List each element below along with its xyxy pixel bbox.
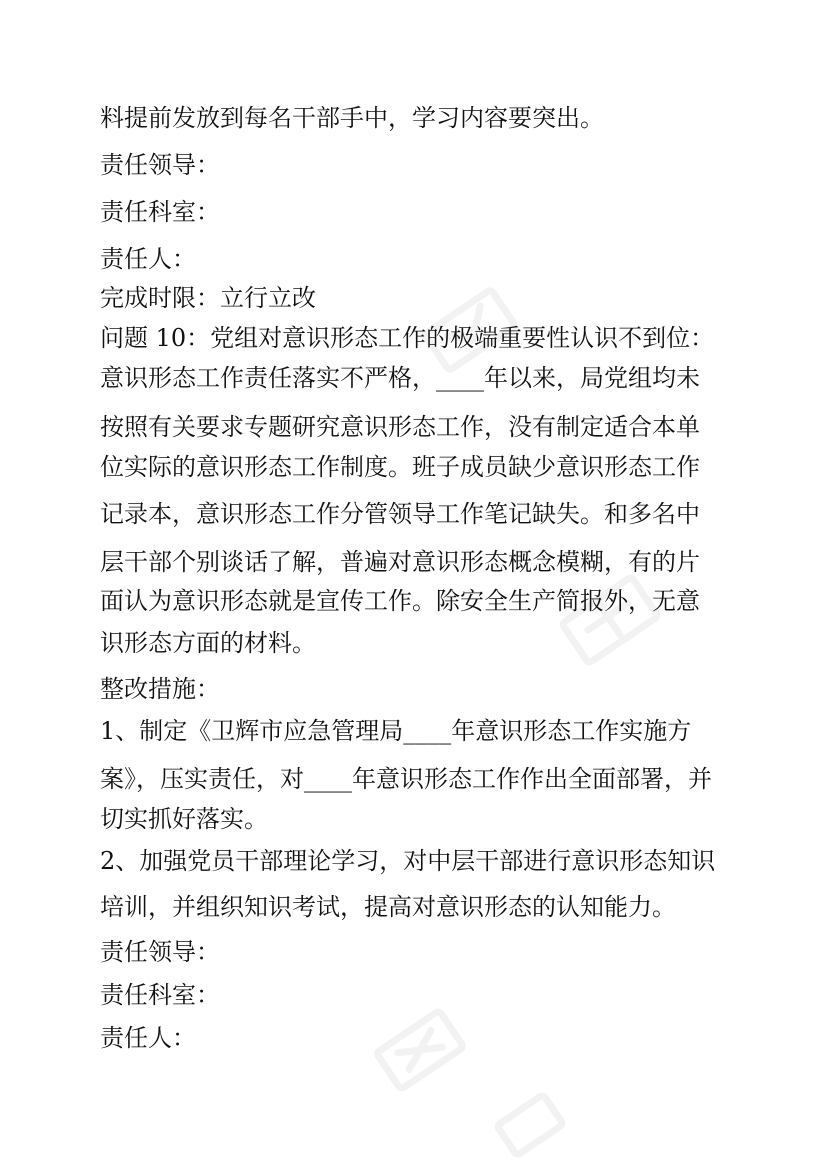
text-line-20: 责任领导： <box>100 938 220 966</box>
text-line-13: 识形态方面的材料。 <box>100 629 316 657</box>
text-line-7: 意识形态工作责任落实不严格，____年以来，局党组均未 <box>100 364 700 392</box>
text-line-9: 位实际的意识形态工作制度。班子成员缺少意识形态工作 <box>100 453 700 481</box>
text-line-21: 责任科室： <box>100 981 220 1009</box>
text-line-3: 责任科室： <box>100 198 220 226</box>
text-line-6: 问题 10：党组对意识形态工作的极端重要性认识不到位： <box>100 324 715 352</box>
text-line-18: 2、加强党员干部理论学习，对中层干部进行意识形态知识 <box>100 847 716 875</box>
text-line-1: 料提前发放到每名干部手中，学习内容要突出。 <box>100 104 604 132</box>
text-line-12: 面认为意识形态就是宣传工作。除安全生产简报外，无意 <box>100 587 700 615</box>
text-line-14: 整改措施： <box>100 675 220 703</box>
text-line-16: 案》，压实责任，对____年意识形态工作作出全面部署，并 <box>100 765 712 793</box>
text-line-2: 责任领导： <box>100 151 220 179</box>
text-line-5: 完成时限：立行立改 <box>100 284 316 312</box>
text-line-11: 层干部个别谈话了解，普遍对意识形态概念模糊，有的片 <box>100 548 700 576</box>
text-line-22: 责任人： <box>100 1024 196 1052</box>
text-line-19: 培训，并组织知识考试，提高对意识形态的认知能力。 <box>100 893 676 921</box>
text-line-17: 切实抓好落实。 <box>100 805 268 833</box>
text-line-10: 记录本，意识形态工作分管领导工作笔记缺失。和多名中 <box>100 500 700 528</box>
text-line-15: 1、制定《卫辉市应急管理局____年意识形态工作实施方 <box>100 717 692 745</box>
text-line-8: 按照有关要求专题研究意识形态工作，没有制定适合本单 <box>100 413 700 441</box>
text-line-4: 责任人： <box>100 245 196 273</box>
